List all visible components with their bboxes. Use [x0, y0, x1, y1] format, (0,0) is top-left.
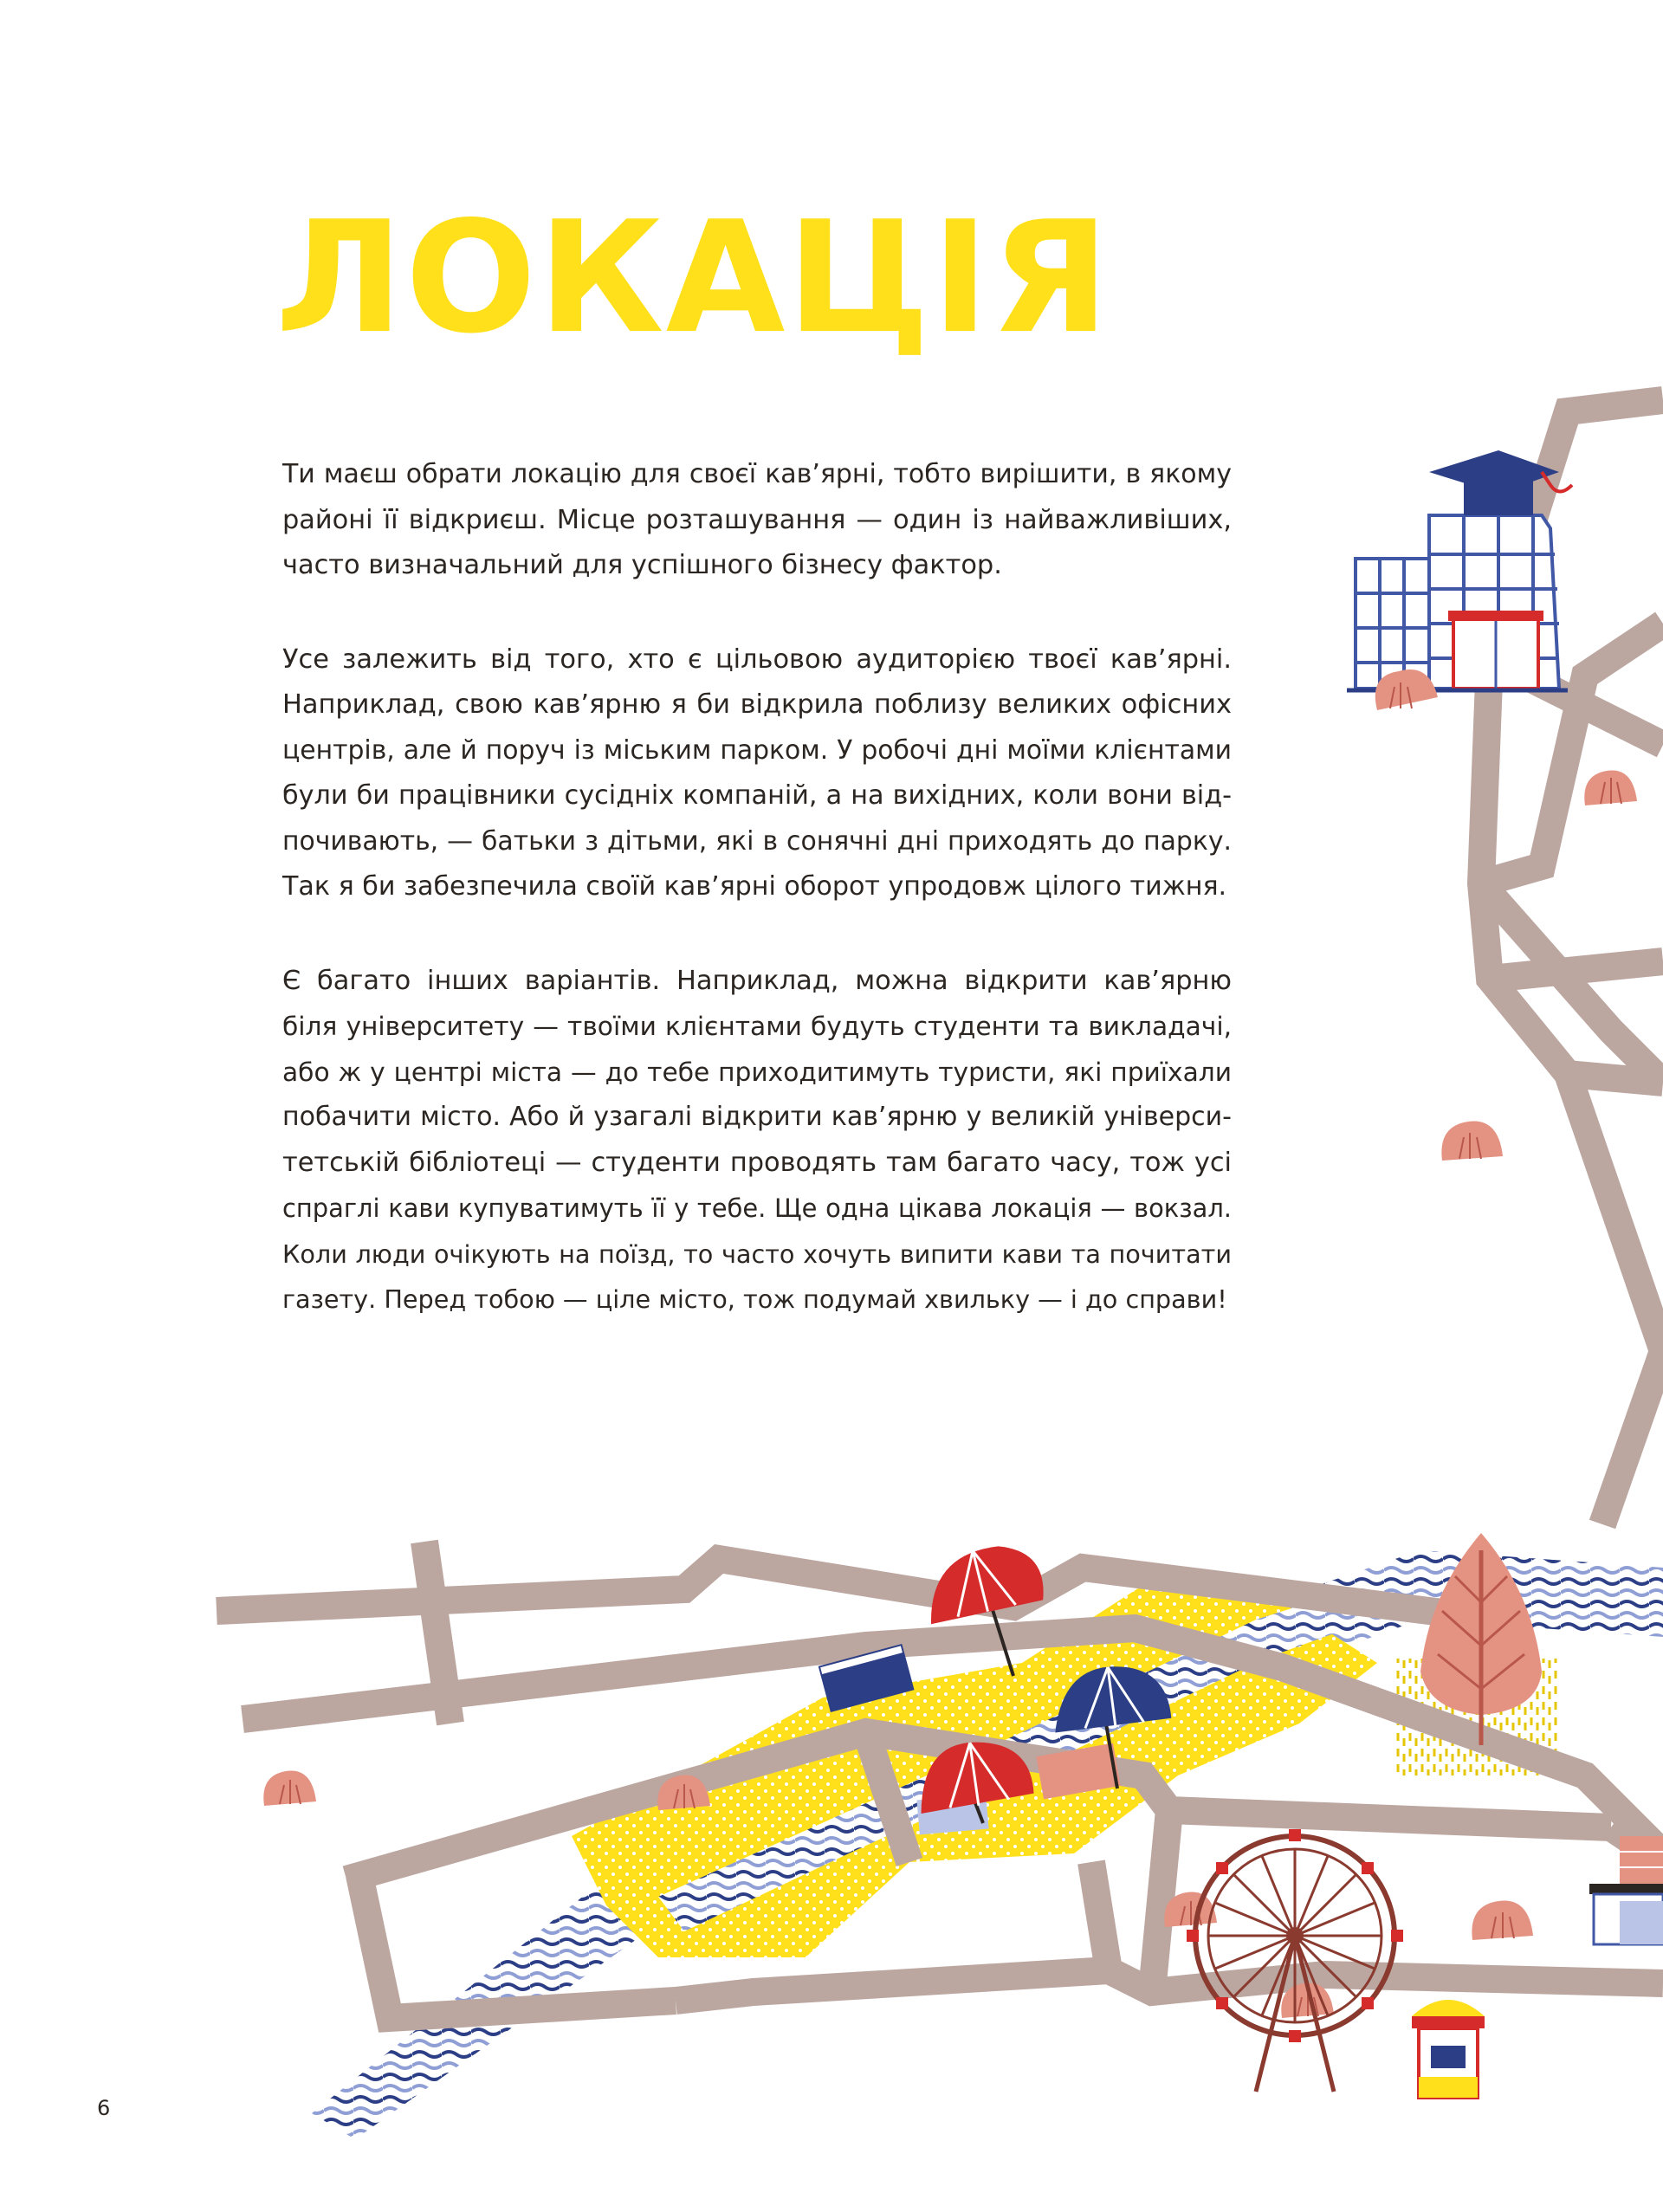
text-line: Є багато інших варіантів. Наприклад, можна відкрити кав’ярню — [282, 965, 1232, 996]
text-line: були би працівники сусідніх компаній, а на вихідних, коли вони від- — [282, 780, 1232, 811]
ferris-wheel-icon — [1187, 1829, 1403, 2092]
text-line: часто визначальний для успішного бізнесу фактор. — [282, 550, 1002, 580]
text-line: почивають, — батьки з дітьми, які в сонячні дні приходять до парку. — [282, 825, 1232, 857]
text-line: центрів, але й поруч із міським парком. У робочі дні моїми клієнтами — [282, 734, 1232, 766]
text-line: Усе залежить від того, хто є цільовою аудиторією твоєї кав’ярні. — [282, 644, 1232, 675]
page-number: 6 — [97, 2096, 111, 2120]
paragraph — [282, 959, 1232, 1323]
text-line: тетській бібліотеці — студенти проводять там багато часу, тож усі — [282, 1147, 1232, 1178]
paragraph — [282, 637, 1232, 910]
text-line: біля університету — твоїми клієнтами будуть студенти та викладачі, — [282, 1011, 1232, 1041]
body-text — [282, 452, 1232, 1371]
shop-icon — [1589, 1836, 1663, 1944]
text-line: Ти маєш обрати локацію для своєї кав’ярні, тобто вирішити, в якому — [282, 459, 1232, 489]
text-line: побачити місто. Або й узагалі відкрити кав’ярню у великій універси- — [282, 1102, 1232, 1132]
page-title: ЛОКАЦІЯ — [275, 188, 1111, 367]
text-line: районі її відкриєш. Місце розташування — один із найважливіших, — [282, 504, 1232, 535]
text-line: Так я би забезпечила своїй кав’ярні оборот упродовж цілого тижня. — [282, 871, 1227, 902]
kiosk-icon — [1412, 2000, 1485, 2098]
text-line: або ж у центрі міста — до тебе приходитимуть туристи, які приїхали — [282, 1056, 1232, 1087]
text-line: Наприклад, свою кав’ярню я би відкрила поблизу великих офісних — [282, 689, 1232, 720]
text-line: спраглі кави купуватимуть її у тебе. Ще одна цікава локація — вокзал. — [282, 1193, 1232, 1223]
text-line: Коли люди очікують на поїзд, то часто хочуть випити кави та почитати — [282, 1239, 1232, 1269]
university-building-icon — [1347, 515, 1568, 690]
text-line: газету. Перед тобою — ціле місто, тож подумай хвильку — і до справи! — [282, 1284, 1227, 1314]
paragraph — [282, 452, 1232, 589]
